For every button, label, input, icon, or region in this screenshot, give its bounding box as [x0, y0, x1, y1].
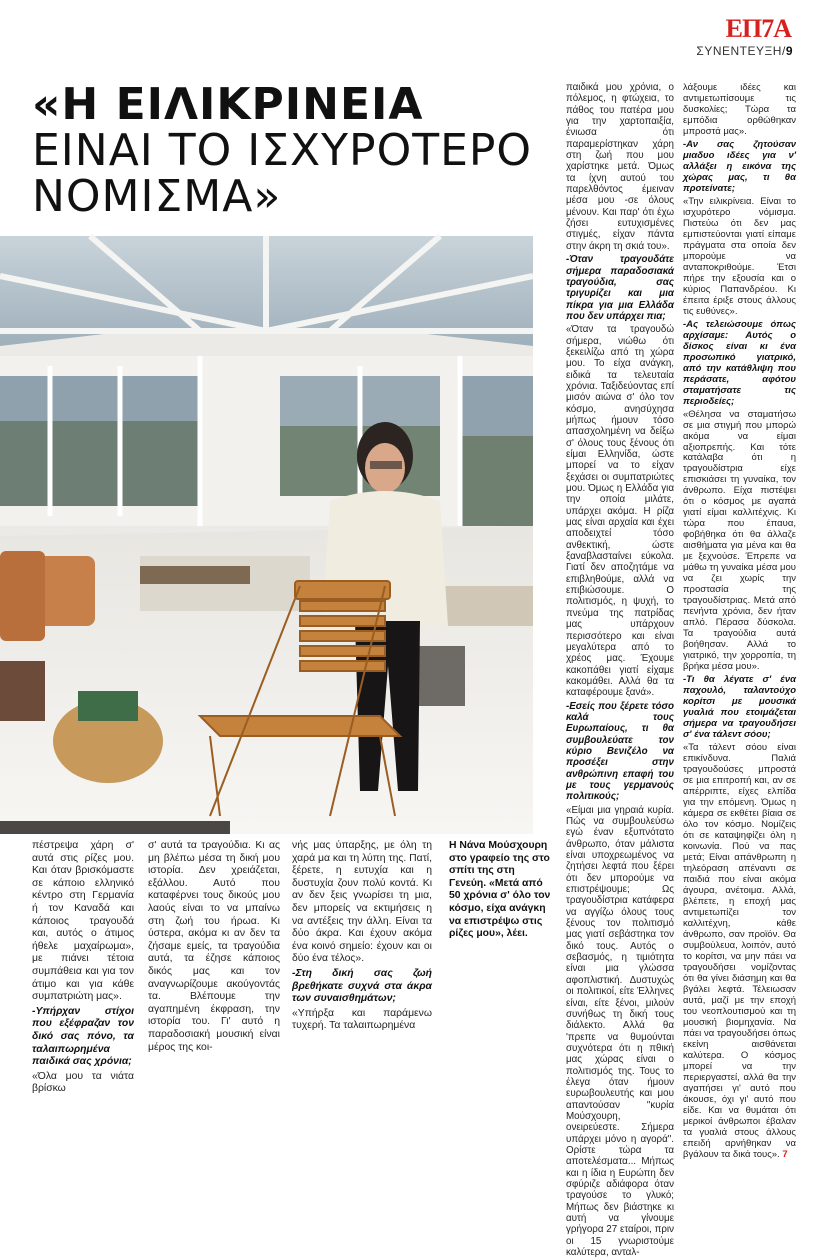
- interview-question: -Υπήρχαν στίχοι που εξέφραζαν τον δικό σας πόνο, τα ταλαιπωρημένα παιδικά σας χρόνια;: [32, 1005, 134, 1068]
- interview-question: -Εσείς που ξέρετε τόσο καλά τους Ευρωπαίους, τι θα συμβουλεύατε τον κύριο Βενιζέλο να προσέξει στην ανθρώπινη επαφή του με τους γερμανούς πολιτικούς;: [566, 700, 674, 803]
- headline-line-3: ΝΟΜΙΣΜΑ»: [32, 171, 282, 222]
- paragraph: [683, 742, 796, 1159]
- article-column-5: [683, 82, 796, 1161]
- headline: [32, 79, 552, 222]
- magazine-logo: ΕΠ7Α: [725, 14, 791, 43]
- paragraph-text: «Τα τάλεντ σόου είναι επικίνδυνα. Παλιά τραγουδούσες μπροστά σε μια επιτροπή και, αν σε απέρριπτε, είχες ελπίδα για την επόμενη. Όμως η κάμερα σε εκθέτει βίαια σε όλο τον κόσμο. Νομίζεις ότι σε καταψηφίζει όλη η κοινωνία. Πού να πας μετά; Είναι απάνθρωπη η τηλεόραση απέναντι σε παιδιά που είναι ακόμα άγουρα, ανέτοιμα. Αλλά, βλέπετε, η εποχή μας αντιμετωπίζει τον καλλιτέχνη, κάθε άνθρωπο, σαν προϊόν. Θα συμβούλευα, λοιπόν, αυτό το κορίτσι, να μην πάει να τραγουδήσει νομίζοντας ότι θα γίνει διάσημη και θα βγάλει λεφτά. Τέλειωσαν αυτά, μαζί με την εποχή του νεοπλουτισμού και τη μουσική βιομηχανία. Να πάει να τραγουδήσει όπως εκείνη αισθάνεται καλύτερα. Ο κόσμος μπορεί να την περιεργαστεί, αλλά θα την αγαπήσει γι' αυτό που άκουσε, όχι γι' αυτό που είδε. Και να θυμάται ότι μερικοί άνθρωποι έβαλαν τα γυαλιά στους άλλους επειδή αρνήθηκαν να βγάλουν τα δικά τους».: [683, 742, 796, 1160]
- paragraph: «Όλα μου τα νιάτα βρίσκω: [32, 1070, 134, 1095]
- paragraph: παιδικά μου χρόνια, ο πόλεμος, η φτώχεια, το πάθος του πατέρα μου για την χαρτοπαιξία, ένιωσα ότι παραμερίστηκαν χάρη στη ζωή που μου χαρίστηκε μετά. Όμως τα ίχνη αυτού του παρελθόντος έμειναν μέσα μου -σε όλους μένουν. Και παρ' ότι έχω ζήσει ευτυχισμένες στιγμές, είχαν πάντα στην άκρη τη σκιά του».: [566, 82, 674, 252]
- paragraph: πέστρεψα χάρη σ' αυτά στις ρίζες μου. Και όταν βρισκόμαστε σε κάποιο ελληνικό κέντρο στη Γερμανία ή τον Καναδά και κάποιος τραγουδά και, αυτός ο άτιμος ήθελε μαχαίρωμα», με πιάνει τέτοια συμπάθεια και για τον άτιμο και για κάθε συμπατριώτη μας».: [32, 840, 134, 1003]
- photo-illustration: [0, 236, 533, 834]
- section-name: ΣΥΝΕΝΤΕΥΞΗ: [696, 44, 782, 58]
- article-column-1: [32, 840, 134, 1098]
- paragraph: λάξουμε ιδέες και αντιμετωπίσουμε τις δυσκολίες; Τώρα τα εμπόδια ορθώθηκαν μπροστά μας».: [683, 82, 796, 137]
- interview-question: -Αν σας ζητούσαν μιαδυο ιδέες για ν' αλλάξει η εικόνα της χώρας μας, τι θα προτείνατε;: [683, 138, 796, 194]
- interview-question: -Τι θα λέγατε σ' ένα παχουλό, ταλαντούχο κορίτσι με μουσικά γυαλιά που ετοιμάζεται σήμερα να τραγουδήσει σ' ένα τάλεντ σόου;: [683, 674, 796, 741]
- interview-question: -Όταν τραγουδάτε σήμερα παραδοσιακά τραγούδια, σας τριγυρίζει και μια πίκρα για μια Ελλάδα που δεν υπάρχει πια;: [566, 254, 674, 322]
- article-column-2: [148, 840, 280, 1056]
- article-column-3: [292, 840, 432, 1035]
- interview-question: -Ας τελειώσουμε όπως αρχίσαμε: Αυτός ο δίσκος είναι κι ένα προσωπικό γιατρικό, από την κατάθλιψη που περάσατε, αφότου σταματήσατε τις περιοδείες;: [683, 318, 796, 407]
- paragraph: «Υπήρξα και παράμενω τυχερή. Τα ταλαιπωρημένα: [292, 1007, 432, 1032]
- paragraph: νής μας ύπαρξης, με όλη τη χαρά μα και τη λύπη της. Πατί, ξέρετε, η ευτυχία και η δυστυχία ζουν πολύ κοντά. Κι αν δεν ξεις γνωρίσει τη μια, δεν μπορείς να εκτιμήσεις η να αντέξεις την άλλη. Είναι τα δύο άκρα. Και έχουν ακόμα ένα κοινό σημείο: έχουν και οι δύο ένα τέλος».: [292, 840, 432, 965]
- paragraph: «Θέλησα να σταματήσω σε μια στιγμή που μπορώ ακόμα να είμαι αξιοπρεπής. Και τότε κατάλαβα ότι η τραγουδίστρια είχε επισκιάσει τη γυναίκα, τον άνθρωπο. Είχα πιστέψει ότι ο κόσμος με αγαπά γιατί είμαι καλλιτέχνις. Κι τώρα που έπαυα, φοβήθηκα ότι θα άλλαζε αισθήματα για μένα και θα με ξεχνούσε. Έπρεπε να μάθω τη γυναίκα μέσα μου να ζει χωρίς την προστασία της τραγουδίστριας. Μετά από πενήντα χρόνια, δεν ήταν απλό. Πέρασα δύσκολα. Τα τραγούδια αυτά βοήθησαν. Αλλά το γιατρικό, την χορροπία, τη βρήκα μέσα μου».: [683, 408, 796, 673]
- photo-caption: Η Νάνα Μούσχουρη στο γραφείο της στο σπίτι της στη Γενεύη. «Μετά από 50 χρόνια σ' όλο τον κόσμο, είχα ανάγκη να επιστρέψω στις ρίζες μου», λέει.: [449, 840, 551, 940]
- headline-line-1: «Η ΕΙΛΙΚΡΙΝΕΙΑ: [32, 79, 424, 130]
- end-of-article-mark: 7: [782, 1148, 788, 1160]
- paragraph: «Όταν τα τραγουδώ σήμερα, νιώθω ότι ξεκειλίζω από τη χώρα μου. Το είχα ανάγκη, ειδικά τα τελευταία χρόνια. Ταξιδεύοντας επί μισόν αιώνα σ' όλο τον κόσμο, ανησύχησα μήπως ήμουν τόσο απασχολημένη να δείξω σ' όλους τους ξένους ότι είμαι Ελληνίδα, ώστε μπορεί να το είχαν ξεχάσει οι συμπατριώτες μου. Όμως η Ελλάδα για την οποία μιλάτε, υπάρχει ακόμα. Η ρίζα μας είναι αρχαία και έχει αποδειχτεί τόσο ανθεκτική, ώστε ξαναβλασταίνει εύκολα. Γιατί δεν αποζητάμε να επιβληθούμε, αλλά να επιβιώσουμε. Ο πολιτισμός, η ψυχή, το πνεύμα της πατρίδας μας υπάρχουν περισσότερο και είναι μεγαλύτερα από το χρέος μας. Έχουμε κακοπάθει γιατί είχαμε κακομάθει. Αλλά θα τα καταφέρουμε ξανά».: [566, 324, 674, 699]
- headline-line-2: ΕΙΝΑΙ ΤΟ ΙΣΧΥΡΟΤΕΡΟ: [32, 125, 533, 176]
- paragraph: σ' αυτά τα τραγούδια. Κι ας μη βλέπω μέσα τη δική μου ιστορία. Δεν χρειάζεται, εξάλλου. Αυτό που καταφέρνει τους δικούς μου λαούς είναι το να μπαίνω στη ζωή του ήρωα. Κι ύστερα, ακόμα κι αν δεν τα ζήσαμε εμείς, τα τραγούδια αυτά, τα έζησε κάποιος δικός μας και τον αναγνωρίζουμε ακούγοντάς τα. Βλέπουμε την αγαπημένη έκφραση, την ιστορία του. Γι' αυτό η παραδοσιακή μουσική είναι μέρος της κοι-: [148, 840, 280, 1053]
- article-column-4: [566, 82, 674, 1260]
- page-number: 9: [785, 44, 793, 58]
- section-label: ΣΥΝΕΝΤΕΥΞΗ/9: [696, 44, 793, 58]
- photo-credit: ΦΩΤ.: Φ. ΔΙΕΥΘΥΝΣΗ: [516, 1005, 530, 1046]
- interview-question: -Στη δική σας ζωή βρεθήκατε συχνά στα άκρα των συναισθημάτων;: [292, 967, 432, 1005]
- paragraph: «Την ειλικρίνεια. Είναι το ισχυρότερο νόμισμα. Πιστεύω ότι δεν μας εμπιστεύονται γιατί είπαμε πράγματα στα οποία δεν μπορούμε να ανταποκριθούμε. Έτσι πήρε την εξουσία και ο κύριος Παπανδρέου. Κι έπειτα έριξε στους άλλους τις ευθύνες».: [683, 195, 796, 317]
- paragraph: «Είμαι μια γηραιά κυρία. Πώς να συμβουλεύσω εγώ έναν εξυπνότατο άνθρωπο, όταν μάλιστα είναι υποχρεωμένος να ζητήσει λεφτά που ξέρει ότι δεν μπορούμε να επιστρέψουμε; Ως τραγουδίστρια κατάφερα να αγγίζω όλους τους ξένους τον πολιτισμό μας γιατί σεβάστηκα τον δικό τους. Αυτός ο σεβασμός, η τιμιότητα είναι μια γλώσσα αφοπλιστική. Δυστυχώς οι πολιτικοί, είτε Έλληνες είναι, είτε ξένοι, μιλούν συνήθως τη δική τους διάλεκτο. Αλλά θα 'πρεπε να θυμούνται συχνότερα ότι η πθική μας χώρας είναι ο πολιτισμός της. Τους το έλεγα όταν ήμουν ευρωβουλευτής και μου απαντούσαν "κυρία Μούσχουρη, ονειρεύεστε. Σήμερα υπάρχει μόνο η αγορά". Ορίστε τώρα τα αποτελέσματα... Μήπως και η ίδια η Ευρώπη δεν σφύριζε αδιάφορα όταν τραγούσε το γλυκό; Μήπως δεν βιάστηκε κι αυτή να γίνουμε γρήγορα 27 εταίροι, πριν οι 15 γνωριστούμε καλύτερα, ανταλ-: [566, 804, 674, 1259]
